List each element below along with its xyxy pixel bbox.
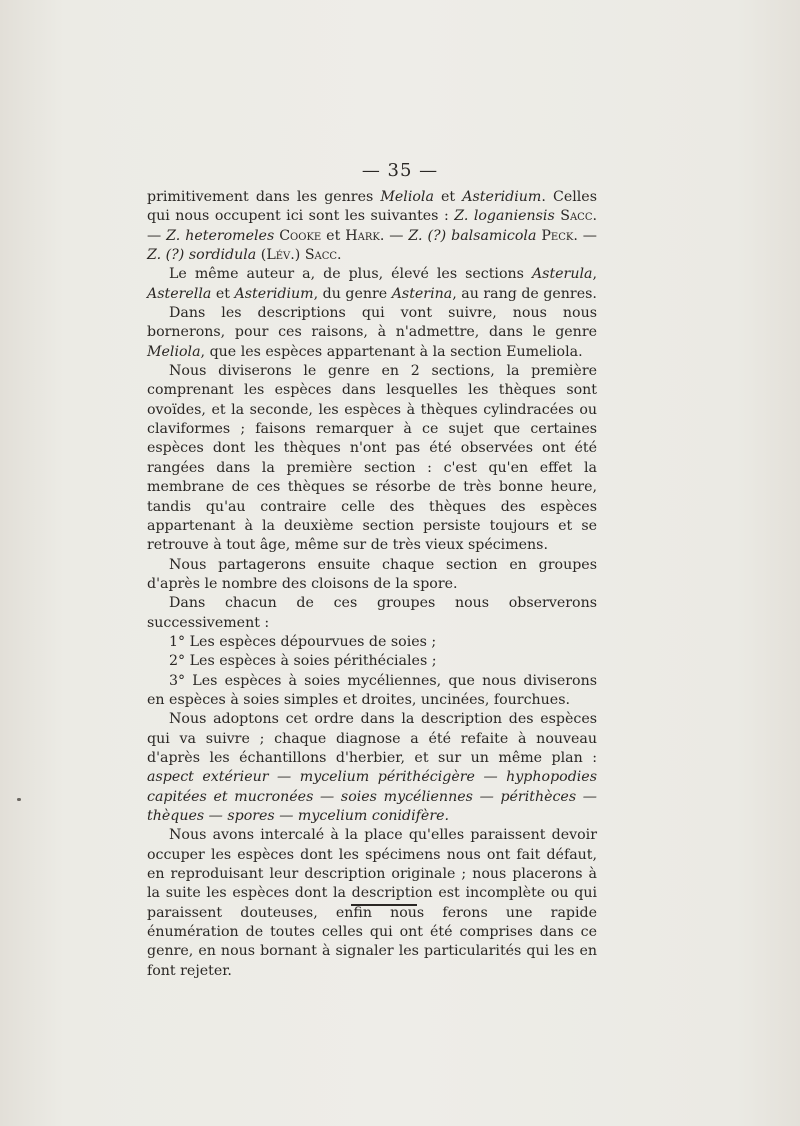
paragraph-p10 (147, 710, 597, 826)
page-number: — 35 — (361, 160, 439, 181)
text-run: 2° Les espèces à soies périthéciales ; (169, 653, 437, 670)
italic-text: Asterula (531, 266, 593, 283)
author-name: Sacc. (560, 208, 597, 225)
text-run: Dans les descriptions qui vont suivre, nous nous bornerons, pour ces raisons, à n'admettre, dans le genre (147, 305, 597, 341)
author-name: Cooke (279, 227, 322, 244)
text-run: et (211, 285, 235, 302)
text-run: 1° Les espèces dépourvues de soies ; (169, 633, 437, 650)
paragraph-p3 (147, 304, 597, 362)
italic-text: Meliola (147, 343, 201, 360)
italic-text: Asterella (147, 285, 212, 302)
text-run: ) (294, 247, 305, 264)
italic-text: Meliola (380, 189, 434, 205)
text-run: . Celles qui nous occupent ici sont les suivantes : (147, 189, 597, 225)
text-run: Nous partagerons ensuite chaque section en groupes d'après le nombre des cloisons de la spore. (147, 556, 597, 592)
paper-spot (17, 798, 21, 801)
author-name: Peck. (541, 227, 578, 244)
text-run: Le même auteur a, de plus, élevé les sections (169, 266, 532, 283)
paragraph-p1 (147, 188, 597, 265)
text-run: ( (256, 247, 267, 264)
author-name: Lév. (266, 247, 295, 264)
italic-text: Z. (?) balsamicola (408, 227, 537, 244)
text-run: , que les espèces appartenant à la section Eumeliola. (200, 343, 583, 360)
italic-text: Z. loganiensis (454, 208, 555, 225)
author-name: Hark. (345, 227, 385, 244)
italic-text: aspect extérieur — mycelium périthécigère — hyphopodies capitées et mucronées — soies mycéliennes — périthèces — thèques — spores — mycelium conidifère. (147, 769, 597, 824)
body-text (147, 188, 597, 981)
paragraph-p5 (147, 556, 597, 595)
text-run: Nous adoptons cet ordre dans la description des espèces qui va suivre ; chaque diagnose a été refaite à nouveau d'après les échantillons d'herbier, et sur un même plan : (147, 711, 597, 766)
text-run: 3° Les espèces à soies mycéliennes, que nous diviserons en espèces à soies simples et droites, uncinées, fourchues. (147, 672, 597, 708)
text-run: Nous diviserons le genre en 2 sections, la première comprenant les espèces dans lesquelles les thèques sont ovoïdes, et la seconde, les espèces à thèques cylindracées ou claviformes ; faisons remarquer à ce sujet que certaines espèces dont les thèques n'ont pas été observées ont été rangées dans la première section : c'est qu'en effet la membrane de ces thèques se résorbe de très bonne heure, tandis qu'au contraire celle des thèques des espèces appartenant à la deuxième section persiste toujours et se retrouve à tout âge, même sur de très vieux spécimens. (147, 363, 597, 554)
text-run: Dans chacun de ces groupes nous observerons successivement : (147, 595, 597, 631)
paragraph-p6 (147, 594, 597, 633)
text-run: , (592, 266, 597, 283)
text-run: , au rang de genres. (452, 285, 597, 302)
text-run: et (433, 189, 463, 205)
italic-text: Z. (?) sordidula (147, 247, 257, 264)
text-run: , du genre (313, 285, 392, 302)
paragraph-p8 (147, 652, 597, 671)
text-run: — (384, 227, 409, 244)
paragraph-p2 (147, 265, 597, 304)
italic-text: Asteridium (462, 189, 542, 205)
text-run: et (321, 227, 346, 244)
italic-text: Z. heteromeles (166, 227, 275, 244)
paragraph-p7 (147, 633, 597, 652)
text-run: primitivement dans les genres (147, 189, 381, 205)
text-run: — (577, 227, 597, 244)
italic-text: Asterina (391, 285, 453, 302)
paragraph-p4 (147, 362, 597, 555)
text-run: — (147, 227, 167, 244)
text-run: Nous avons intercalé à la place qu'elles paraissent devoir occuper les espèces dont les spécimens nous ont fait défaut, en reproduisant leur description originale ; nous placerons à la suite les espèces dont la description est incomplète ou qui paraissent douteuses, enfin nous ferons une rapide énumération de toutes celles qui ont été comprises dans ce genre, en nous bornant à signaler les particularités qui les en font rejeter. (147, 827, 597, 979)
italic-text: Asteridium (234, 285, 314, 302)
author-name: Sacc. (304, 247, 342, 264)
paragraph-p9 (147, 672, 597, 711)
end-rule (351, 904, 417, 906)
